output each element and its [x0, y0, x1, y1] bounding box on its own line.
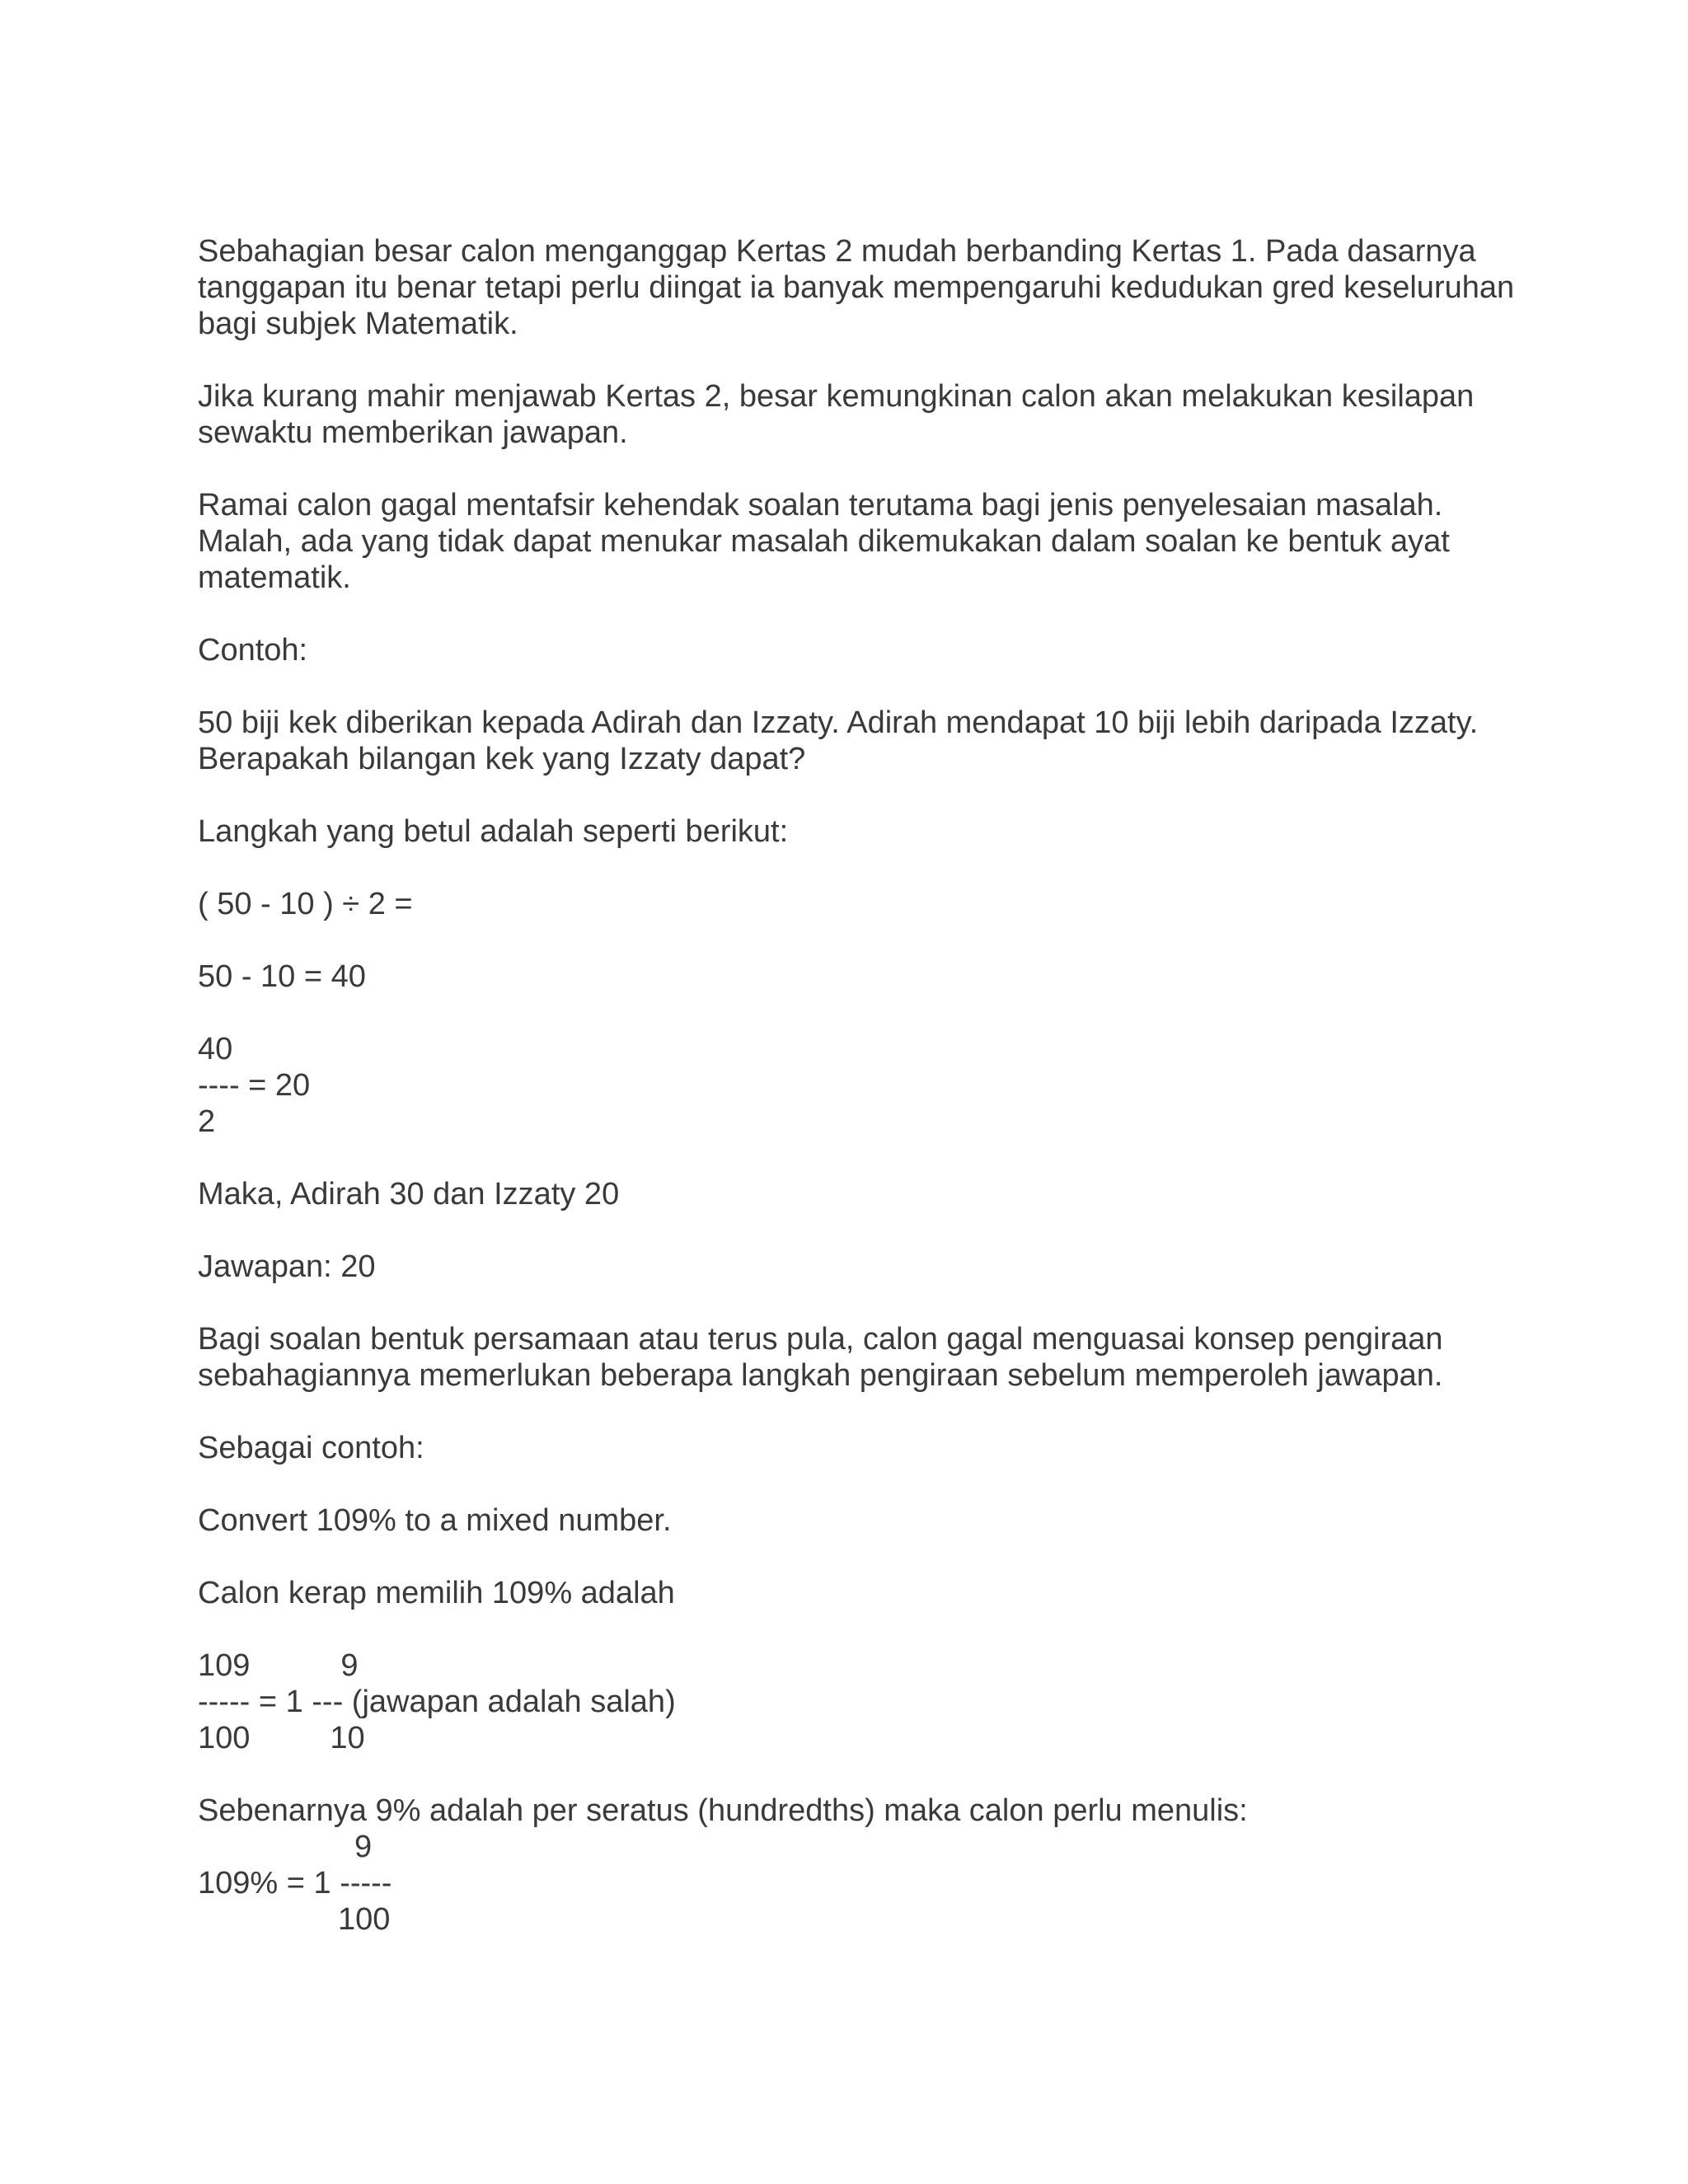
- fraction-wrong-top-left: 109: [198, 1648, 251, 1683]
- paragraph-calon-kerap: Calon kerap memilih 109% adalah: [198, 1576, 675, 1610]
- fraction-bar-result: ---- = 20: [198, 1068, 311, 1103]
- fraction-wrong-bottom: [198, 1720, 1517, 1756]
- equation-step-2: 50 - 10 = 40: [198, 959, 366, 994]
- paragraph-sebagai-contoh: Sebagai contoh:: [198, 1431, 424, 1465]
- paragraph-persamaan: Bagi soalan bentuk persamaan atau terus pula, calon gagal menguasai konsep pengiraan sebahagiannya memerlukan beberapa langkah pengiraan sebelum memperoleh jawapan.: [198, 1322, 1443, 1393]
- fraction-correct-top: 9: [354, 1830, 373, 1864]
- fraction-numerator: 40: [198, 1032, 233, 1066]
- fraction-wrong-bottom-left: 100: [198, 1721, 251, 1755]
- fraction-correct-answer: [198, 1829, 1517, 1938]
- fraction-wrong-bottom-right: 10: [330, 1721, 365, 1755]
- paragraph-intro: Sebahagian besar calon menganggap Kertas 2 mudah berbanding Kertas 1. Pada dasarnya tanggapan itu benar tetapi perlu diingat ia banyak mempengaruhi kedudukan gred keseluruhan bagi subjek Matematik.: [198, 234, 1515, 341]
- fraction-denominator: 2: [198, 1104, 216, 1139]
- paragraph-convert: Convert 109% to a mixed number.: [198, 1503, 672, 1538]
- fraction-correct-bottom: 100: [338, 1902, 391, 1937]
- equation-step-1: ( 50 - 10 ) ÷ 2 =: [198, 887, 413, 921]
- fraction-correct-middle: 109% = 1 -----: [198, 1866, 392, 1900]
- paragraph-maka: Maka, Adirah 30 dan Izzaty 20: [198, 1177, 620, 1212]
- fraction-wrong-top: [198, 1647, 1517, 1684]
- paragraph-soalan-kek: 50 biji kek diberikan kepada Adirah dan Izzaty. Adirah mendapat 10 biji lebih daripada Izzaty. Berapakah bilangan kek yang Izzaty dapat?: [198, 705, 1479, 776]
- fraction-wrong-top-right: 9: [340, 1648, 359, 1683]
- document-body: [198, 233, 1517, 1938]
- paragraph-contoh-heading: Contoh:: [198, 633, 308, 668]
- paragraph-sebenarnya: Sebenarnya 9% adalah per seratus (hundredths) maka calon perlu menulis:: [198, 1793, 1248, 1828]
- fraction-wrong-answer: [198, 1647, 1517, 1756]
- paragraph-tafsir-soalan: Ramai calon gagal mentafsir kehendak soalan terutama bagi jenis penyelesaian masalah. Malah, ada yang tidak dapat menukar masalah dikemukakan dalam soalan ke bentuk ayat matematik.: [198, 488, 1450, 595]
- paragraph-kertas-2: Jika kurang mahir menjawab Kertas 2, besar kemungkinan calon akan melakukan kesilapan sewaktu memberikan jawapan.: [198, 379, 1475, 450]
- fraction-wrong-middle: ----- = 1 --- (jawapan adalah salah): [198, 1685, 676, 1719]
- fraction-division: [198, 1031, 1517, 1140]
- paragraph-jawapan: Jawapan: 20: [198, 1249, 376, 1284]
- paragraph-langkah: Langkah yang betul adalah seperti berikut:: [198, 814, 789, 849]
